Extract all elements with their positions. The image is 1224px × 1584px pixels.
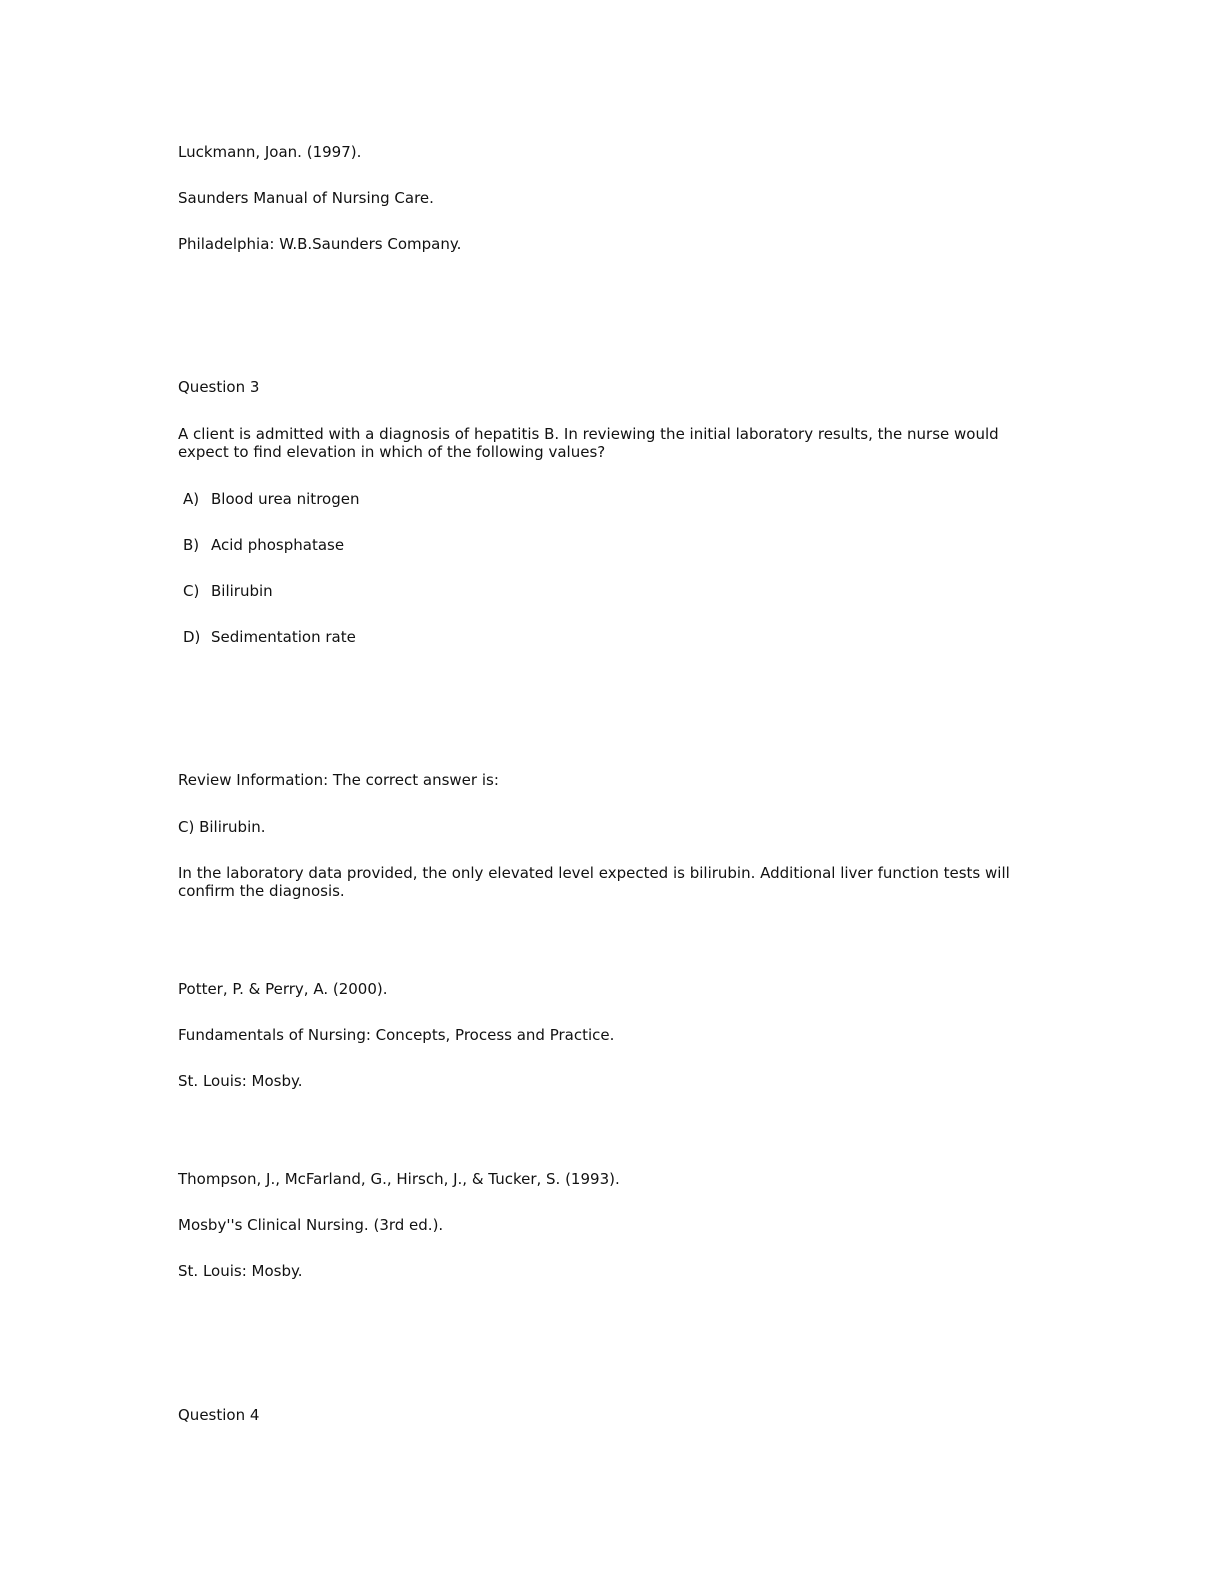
option-c bbox=[183, 582, 273, 600]
reference-1-author: Luckmann, Joan. (1997). bbox=[178, 143, 362, 161]
option-c-text: Bilirubin bbox=[211, 582, 273, 600]
reference-1-publisher: Philadelphia: W.B.Saunders Company. bbox=[178, 235, 462, 253]
option-a-text: Blood urea nitrogen bbox=[211, 490, 360, 508]
question-4-heading: Question 4 bbox=[178, 1406, 260, 1424]
reference-3-title: Mosby''s Clinical Nursing. (3rd ed.). bbox=[178, 1216, 444, 1234]
reference-2-title: Fundamentals of Nursing: Concepts, Process and Practice. bbox=[178, 1026, 615, 1044]
option-c-letter: C) bbox=[183, 582, 200, 600]
reference-2-author: Potter, P. & Perry, A. (2000). bbox=[178, 980, 388, 998]
option-a-letter: A) bbox=[183, 490, 200, 508]
reference-3-publisher: St. Louis: Mosby. bbox=[178, 1262, 303, 1280]
review-answer: C) Bilirubin. bbox=[178, 818, 266, 836]
option-a bbox=[183, 490, 359, 508]
question-3-heading: Question 3 bbox=[178, 378, 260, 396]
reference-3-author: Thompson, J., McFarland, G., Hirsch, J., & Tucker, S. (1993). bbox=[178, 1170, 620, 1188]
reference-2-publisher: St. Louis: Mosby. bbox=[178, 1072, 303, 1090]
review-heading: Review Information: The correct answer is: bbox=[178, 771, 499, 789]
option-b-text: Acid phosphatase bbox=[211, 536, 345, 554]
option-d-letter: D) bbox=[183, 628, 201, 646]
option-b bbox=[183, 536, 344, 554]
option-d bbox=[183, 628, 356, 646]
question-3-prompt: A client is admitted with a diagnosis of hepatitis B. In reviewing the initial laboratory results, the nurse would expect to find elevation in which of the following values? bbox=[178, 425, 999, 461]
option-b-letter: B) bbox=[183, 536, 200, 554]
option-d-text: Sedimentation rate bbox=[211, 628, 356, 646]
review-explanation: In the laboratory data provided, the only elevated level expected is bilirubin. Additional liver function tests will confirm the diagnosis. bbox=[178, 864, 1010, 900]
reference-1-title: Saunders Manual of Nursing Care. bbox=[178, 189, 434, 207]
